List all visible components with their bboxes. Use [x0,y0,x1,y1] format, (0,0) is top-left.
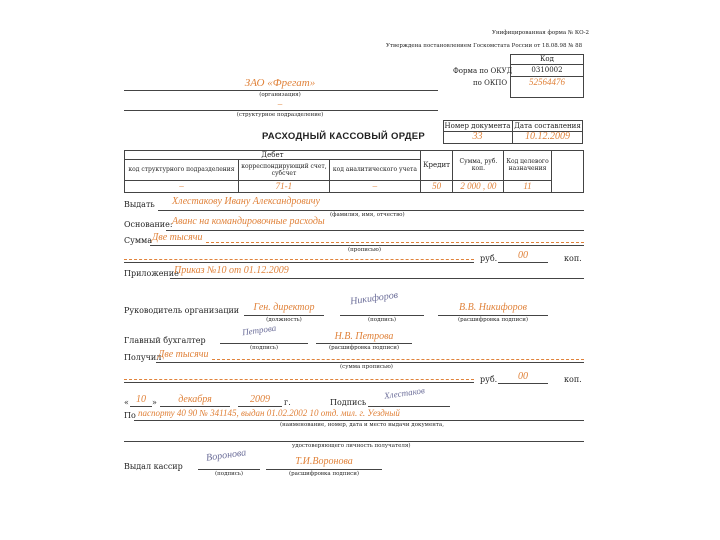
doc-number: 33 [472,131,483,142]
director-position-caption: (должность) [266,317,302,323]
director-position: Ген. директор [253,302,315,313]
issue-caption: (фамилия, имя, отчество) [330,212,405,218]
approval-note: Утверждена постановлением Госкомстата России от 18.08.98 № 88 [386,43,583,49]
amount-caption: (прописью) [348,247,381,253]
director-name: В.В. Никифоров [459,302,527,313]
credit-header: Кредит [420,151,452,181]
accountant-name-caption: (расшифровка подписи) [328,345,400,351]
receipt-signature-label: Подпись [330,398,367,407]
amount-value: Две тысячи [152,232,203,243]
received-caption: (сумма прописью) [340,364,393,370]
cashier-label: Выдал кассир [124,462,183,471]
unified-form-note: Унифицированная форма № КО-2 [492,30,590,36]
receipt-day: 10 [136,394,146,405]
sum-header: Сумма, руб. коп. [453,151,504,181]
amount-label: Сумма [124,236,153,245]
passport-caption-2: удостоверяющего личность получателя) [292,443,411,449]
passport-value: паспорту 40 90 № 341145, выдан 01.02.2002 10 отд. мил. г. Уездный [138,408,400,418]
accountant-signature: Петрова [241,322,277,338]
cell-analytic: – [329,180,420,192]
receipt-year-suffix: г. [284,398,291,407]
received-label: Получил [124,353,162,362]
debit-header: Дебет [125,151,421,160]
department-caption: (структурное подразделение) [236,112,324,118]
received-value: Две тысячи [158,349,209,360]
accountant-label: Главный бухгалтер [124,336,206,345]
okpo-label: по ОКПО [473,79,508,87]
director-signature-caption: (подпись) [367,317,397,323]
attachment-label: Приложение [124,269,179,278]
extra-cell [551,151,583,193]
doc-date-label: Дата составления [514,122,581,130]
accountant-name: Н.В. Петрова [334,331,394,342]
purpose-header: Код целевого назначения [504,151,551,181]
received-rub-label: руб. [480,375,498,384]
amount-kop-value: 00 [518,250,528,261]
okud-value: 0310002 [531,66,563,74]
amount-rub-label: руб. [480,254,498,263]
debit-table [124,150,584,193]
cashier-name-caption: (расшифровка подписи) [288,471,360,477]
issue-value: Хлестакову Ивану Александровичу [172,196,320,207]
doc-date: 10.12.2009 [525,131,570,142]
document-title: РАСХОДНЫЙ КАССОВЫЙ ОРДЕР [262,131,426,142]
cashier-signature: Воронова [205,447,247,464]
receipt-month: декабря [178,394,212,405]
receipt-signature: Хлестаков [383,385,426,401]
doc-number-label: Номер документа [444,122,511,130]
amount-kop-label: коп. [564,254,582,263]
organization-name: ЗАО «Фрегат» [244,77,316,89]
attachment-value: Приказ №10 от 01.12.2009 [174,265,289,276]
col-corr-account: корреспондирующий счет, субсчет [238,160,329,180]
director-signature: Никифоров [349,289,399,308]
director-name-caption: (расшифровка подписи) [457,317,529,323]
basis-value: Аванс на командировочные расходы [172,216,325,227]
organization-caption: (организация) [259,92,301,98]
director-label: Руководитель организации [124,306,240,315]
code-label: Код [540,55,554,63]
accountant-signature-caption: (подпись) [249,345,279,351]
cell-struct-dept: – [125,180,239,192]
cell-credit: 50 [420,180,452,192]
received-kop-label: коп. [564,375,582,384]
cell-purpose: 11 [504,180,551,192]
okud-label: Форма по ОКУД [453,67,513,75]
cashier-name: Т.И.Воронова [295,456,353,467]
okpo-value: 52564476 [529,77,565,87]
col-analytic: код аналитического учета [329,160,420,180]
cashier-signature-caption: (подпись) [214,471,244,477]
passport-prefix: По [124,411,136,420]
cell-sum: 2 000 , 00 [453,180,504,192]
receipt-year: 2009 [250,394,270,405]
basis-label: Основание: [124,220,173,229]
received-kop-value: 00 [518,371,528,382]
passport-caption: (наименование, номер, дата и место выдачи документа, [280,422,444,428]
cell-corr-account: 71-1 [238,180,329,192]
col-struct-dept: код структурного подразделения [125,160,239,180]
issue-label: Выдать [124,200,155,209]
department-value: – [277,99,283,109]
